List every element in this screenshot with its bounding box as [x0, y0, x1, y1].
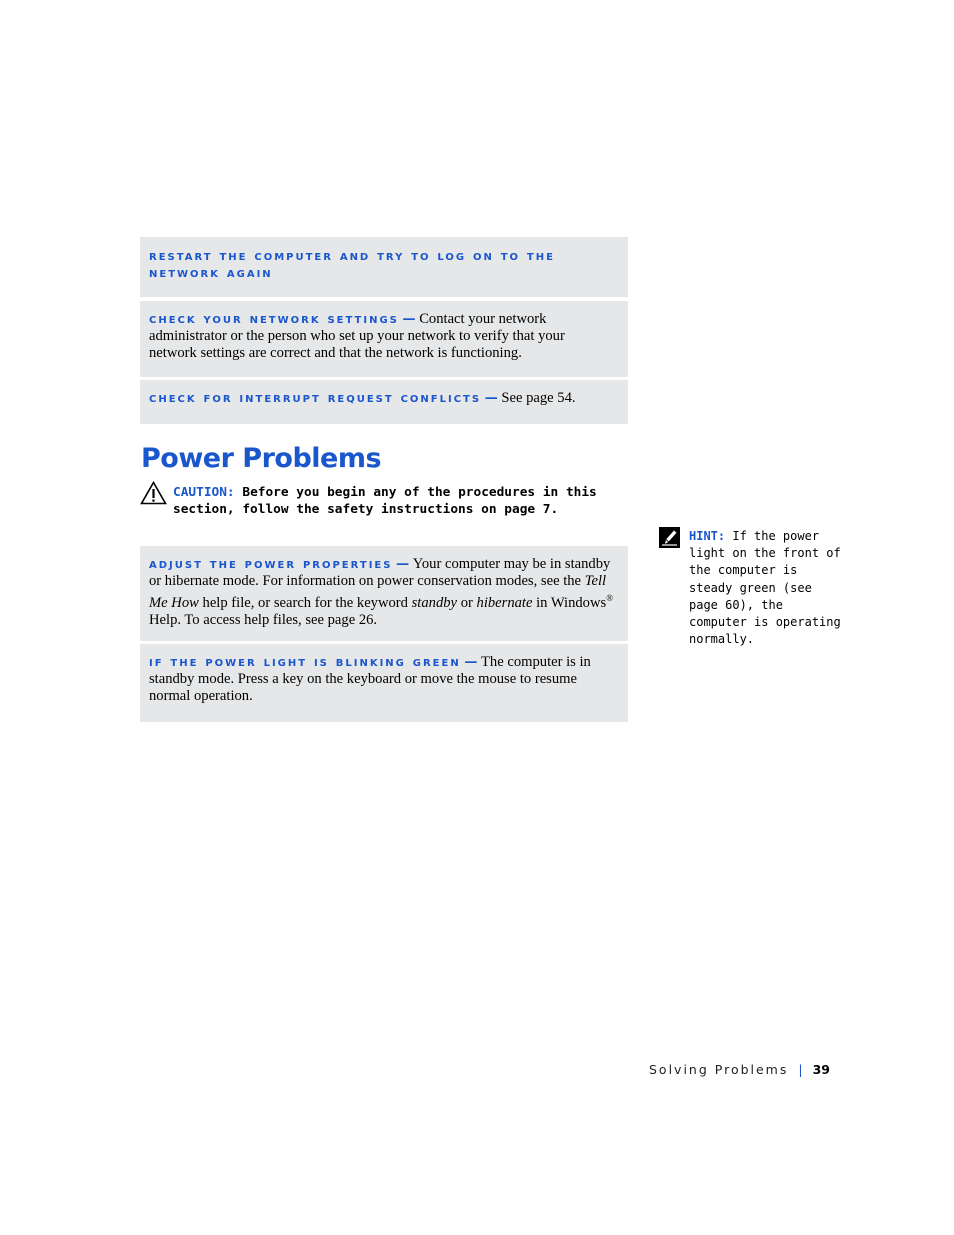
power-props-dash: —: [396, 557, 410, 572]
footer-section: Solving Problems: [649, 1062, 789, 1077]
blinking-heading: if the power light is blinking green: [149, 654, 461, 670]
power-props-text-3: or: [460, 594, 473, 611]
blinking-green-box: [140, 644, 628, 722]
registered-mark: ®: [606, 593, 614, 603]
network-heading: check your network settings: [149, 311, 399, 327]
blinking-dash: —: [464, 655, 478, 670]
hint-text: If the power light on the front of the computer is steady green (see page 60), the computer is operating normally.: [689, 529, 841, 647]
blinking-text: The computer is in standby mode. Press a key on the keyboard or move the mouse to resume normal operation.: [149, 654, 591, 704]
hint-label: HINT:: [689, 529, 726, 543]
power-props-text-2: help file, or search for the keyword: [202, 594, 408, 611]
footer-separator: |: [798, 1062, 803, 1077]
power-props-italic-2: standby: [411, 594, 458, 611]
irq-dash: —: [484, 391, 498, 406]
power-props-text-1: Your computer may be in standby or hibernate mode. For information on power conservation modes, see the: [149, 556, 611, 589]
caution-text: Before you begin any of the procedures in this section, follow the safety instructions on page 7.: [173, 485, 597, 517]
network-dash: —: [402, 312, 416, 327]
power-props-text-5: Help. To access help files, see page 26.: [149, 611, 378, 628]
warning-triangle-icon: [140, 481, 167, 505]
power-props-italic-1: Tell Me How: [149, 573, 607, 611]
power-props-text-4: in Windows: [536, 594, 607, 611]
section-title: Power Problems: [141, 443, 382, 474]
caution-label: CAUTION:: [173, 485, 235, 500]
network-text: Contact your network administrator or the person who set up your network to verify that your network settings are correct and that the network is functioning.: [149, 311, 565, 361]
network-settings-box: [140, 301, 628, 377]
page-number: 39: [812, 1062, 830, 1077]
irq-heading: check for interrupt request conflicts: [149, 390, 482, 406]
power-props-heading: adjust the power properties: [149, 556, 393, 572]
restart-heading: restart the computer and try to log on to the network again: [149, 248, 555, 281]
irq-box: [140, 380, 628, 424]
irq-text: See page 54.: [501, 390, 576, 406]
restart-box: [140, 237, 628, 297]
note-pencil-icon: [659, 527, 680, 548]
power-properties-box: [140, 546, 628, 641]
power-props-italic-3: hibernate: [476, 594, 533, 611]
page-footer: [649, 1062, 830, 1077]
